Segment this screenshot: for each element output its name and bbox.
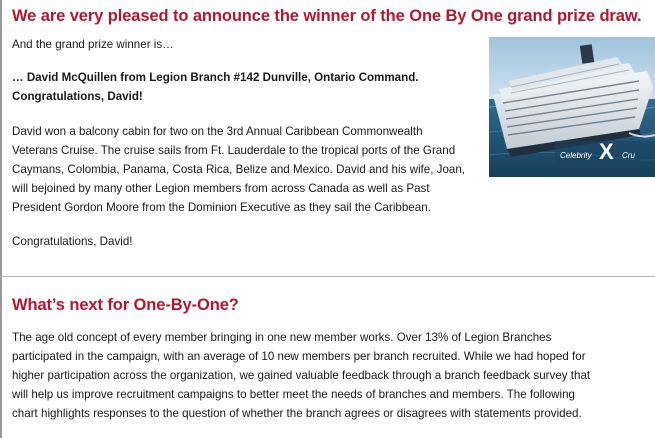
next-body-line: higher participation across the organization, we gained valuable feedback through a branch feedback survey that <box>12 369 591 382</box>
section-divider <box>0 276 655 277</box>
celebrity-logo-suffix: Cru <box>622 151 635 160</box>
left-border <box>0 0 2 438</box>
body-line: Veterans Cruise. The cruise sails from Ft. Lauderdale to the tropical ports of the Grand <box>12 144 456 157</box>
next-body-line: The age old concept of every member bringing in one new member works. Over 13% of Legion Branches <box>12 331 552 344</box>
body-line: will bejoined by many other Legion members from across Canada as well as Past <box>12 182 430 195</box>
celebrity-x-logo-icon: X <box>599 139 614 164</box>
announcement-heading: We are very pleased to announce the winner of the One By One grand prize draw. <box>12 7 642 25</box>
cruise-ship-photo <box>489 37 655 177</box>
body-line: David won a balcony cabin for two on the 3rd Annual Caribbean Commonwealth <box>12 125 423 138</box>
intro-text: And the grand prize winner is… <box>12 38 174 51</box>
next-body-line: chart highlights responses to the question of whether the branch agrees or disagrees with statements provided. <box>12 407 582 420</box>
celebrity-logo-text: Celebrity <box>560 151 592 160</box>
whats-next-heading: What’s next for One-By-One? <box>12 296 239 314</box>
congratulations-line: Congratulations, David! <box>12 90 143 103</box>
body-line: President Gordon Moore from the Dominion Executive as they sail the Caribbean. <box>12 201 431 214</box>
next-body-line: will help us improve recruitment campaigns to better meet the needs of branches and members. The following <box>12 388 576 401</box>
next-body-line: participated in the campaign, with an average of 10 new members per branch recruited. While we had hoped for <box>12 350 586 363</box>
winner-line: … David McQuillen from Legion Branch #142 Dunville, Ontario Command. <box>12 71 419 84</box>
closing-text: Congratulations, David! <box>12 235 133 248</box>
body-line: Caymans, Colombia, Panama, Costa Rica, Belize and Mexico. David and his wife, Joan, <box>12 163 466 176</box>
